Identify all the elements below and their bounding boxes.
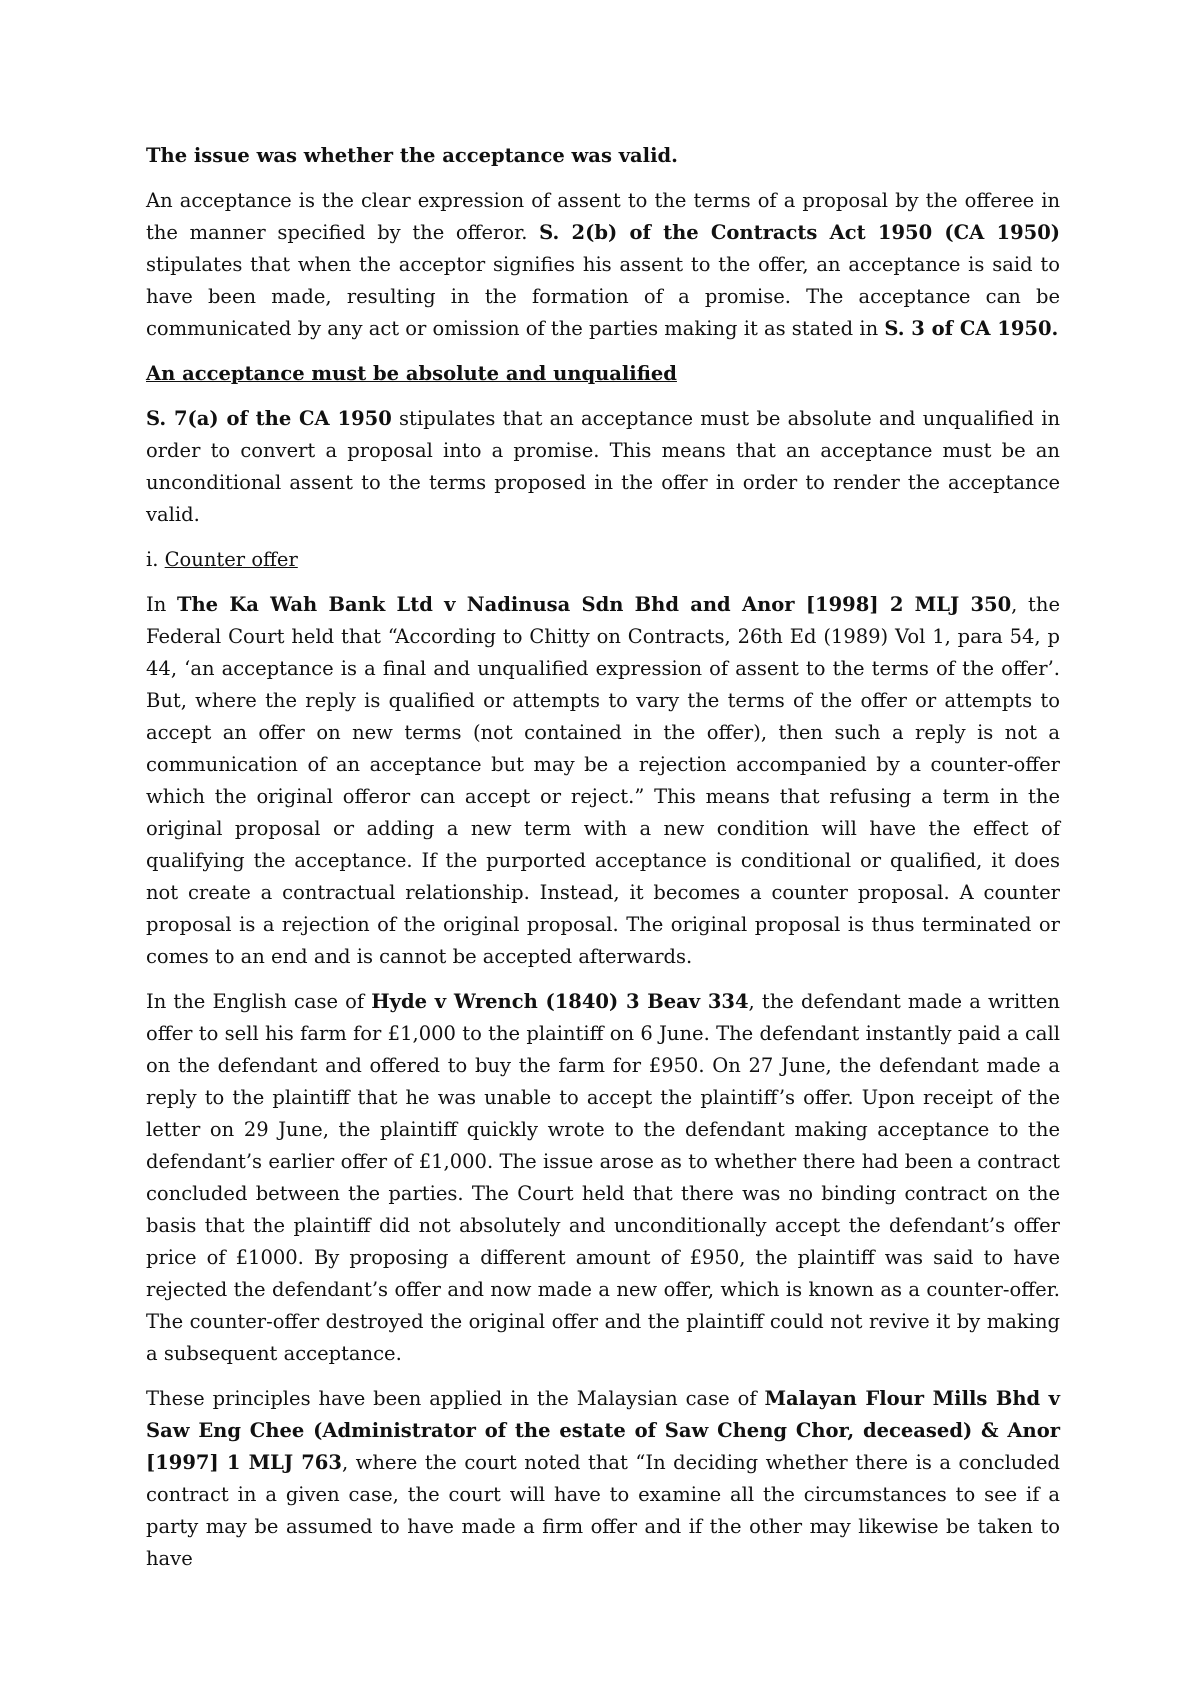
issue-heading-text: The issue was whether the acceptance was valid. xyxy=(146,144,678,167)
text-run: , where the court noted that “In deciding whether there is a concluded contract in a given case, the court will have to examine all the circumstances to see if a party may be assumed to have made a firm offer and if the other may likewise be taken to have xyxy=(146,1451,1060,1570)
statute-reference: S. 3 of CA 1950. xyxy=(884,317,1059,340)
text-run: , the defendant made a written offer to sell his farm for £1,000 to the plaintiff on 6 June. The defendant instantly paid a call on the defendant and offered to buy the farm for £950. On 27 June, the defendant made a reply to the plaintiff that he was unable to accept the plaintiff’s offer. Upon receipt of the letter on 29 June, the plaintiff quickly wrote to the defendant making acceptance to the defendant’s earlier offer of £1,000. The issue arose as to whether there had been a contract concluded between the parties. The Court held that there was no binding contract on the basis that the plaintiff did not absolutely and unconditionally accept the defendant’s offer price of £1000. By proposing a different amount of £950, the plaintiff was said to have rejected the defendant’s offer and now made a new offer, which is known as a counter-offer. The counter-offer destroyed the original offer and the plaintiff could not revive it by making a subsequent acceptance. xyxy=(146,990,1060,1365)
sub-heading-prefix: i. xyxy=(146,548,165,571)
text-run: These principles have been applied in the Malaysian case of xyxy=(146,1387,765,1410)
case-citation: Hyde v Wrench (1840) 3 Beav 334 xyxy=(371,990,749,1013)
statute-reference: S. 7(a) of the CA 1950 xyxy=(146,407,392,430)
paragraph-ka-wah-bank xyxy=(146,589,1060,973)
issue-heading xyxy=(146,140,1060,172)
section-heading xyxy=(146,358,1060,390)
case-citation: The Ka Wah Bank Ltd v Nadinusa Sdn Bhd and Anor [1998] 2 MLJ 350 xyxy=(176,593,1012,616)
paragraph-absolute-acceptance xyxy=(146,403,1060,531)
document-page xyxy=(146,140,1060,1588)
text-run: In the English case of xyxy=(146,990,372,1013)
section-heading-text: An acceptance must be absolute and unqualified xyxy=(146,362,677,385)
statute-reference: S. 2(b) of the Contracts Act 1950 (CA 1950) xyxy=(539,221,1060,244)
text-run: stipulates that an acceptance must be absolute and unqualified in order to convert a proposal into a promise. This means that an acceptance must be an unconditional assent to the terms proposed in the offer in order to render the acceptance valid. xyxy=(146,407,1061,526)
sub-heading-label: Counter offer xyxy=(164,548,298,571)
paragraph-malayan-flour-mills xyxy=(146,1383,1060,1575)
sub-heading xyxy=(146,544,1060,576)
text-run: An acceptance is the clear expression of assent to the terms of a proposal by the offeree in the manner specified by the offeror. xyxy=(146,189,1060,244)
paragraph-acceptance-definition xyxy=(146,185,1060,345)
paragraph-hyde-v-wrench xyxy=(146,986,1060,1370)
text-run: stipulates that when the acceptor signifies his assent to the offer, an acceptance is said to have been made, resulting in the formation of a promise. The acceptance can be communicated by any act or omission of the parties making it as stated in xyxy=(146,253,1060,340)
case-citation: Malayan Flour Mills Bhd v Saw Eng Chee (Administrator of the estate of Saw Cheng Chor, deceased) & Anor [1997] 1 MLJ 763 xyxy=(146,1387,1060,1474)
text-run: In xyxy=(146,593,177,616)
text-run: , the Federal Court held that “According to Chitty on Contracts, 26th Ed (1989) Vol 1, para 54, p 44, ‘an acceptance is a final and unqualified expression of assent to the terms of the offer’. But, where the reply is qualified or attempts to vary the terms of the offer or attempts to accept an offer on new terms (not contained in the offer), then such a reply is not a communication of an acceptance but may be a rejection accompanied by a counter-offer which the original offeror can accept or reject.” This means that refusing a term in the original proposal or adding a new term with a new condition will have the effect of qualifying the acceptance. If the purported acceptance is conditional or qualified, it does not create a contractual relationship. Instead, it becomes a counter proposal. A counter proposal is a rejection of the original proposal. The original proposal is thus terminated or comes to an end and is cannot be accepted afterwards. xyxy=(146,593,1060,968)
